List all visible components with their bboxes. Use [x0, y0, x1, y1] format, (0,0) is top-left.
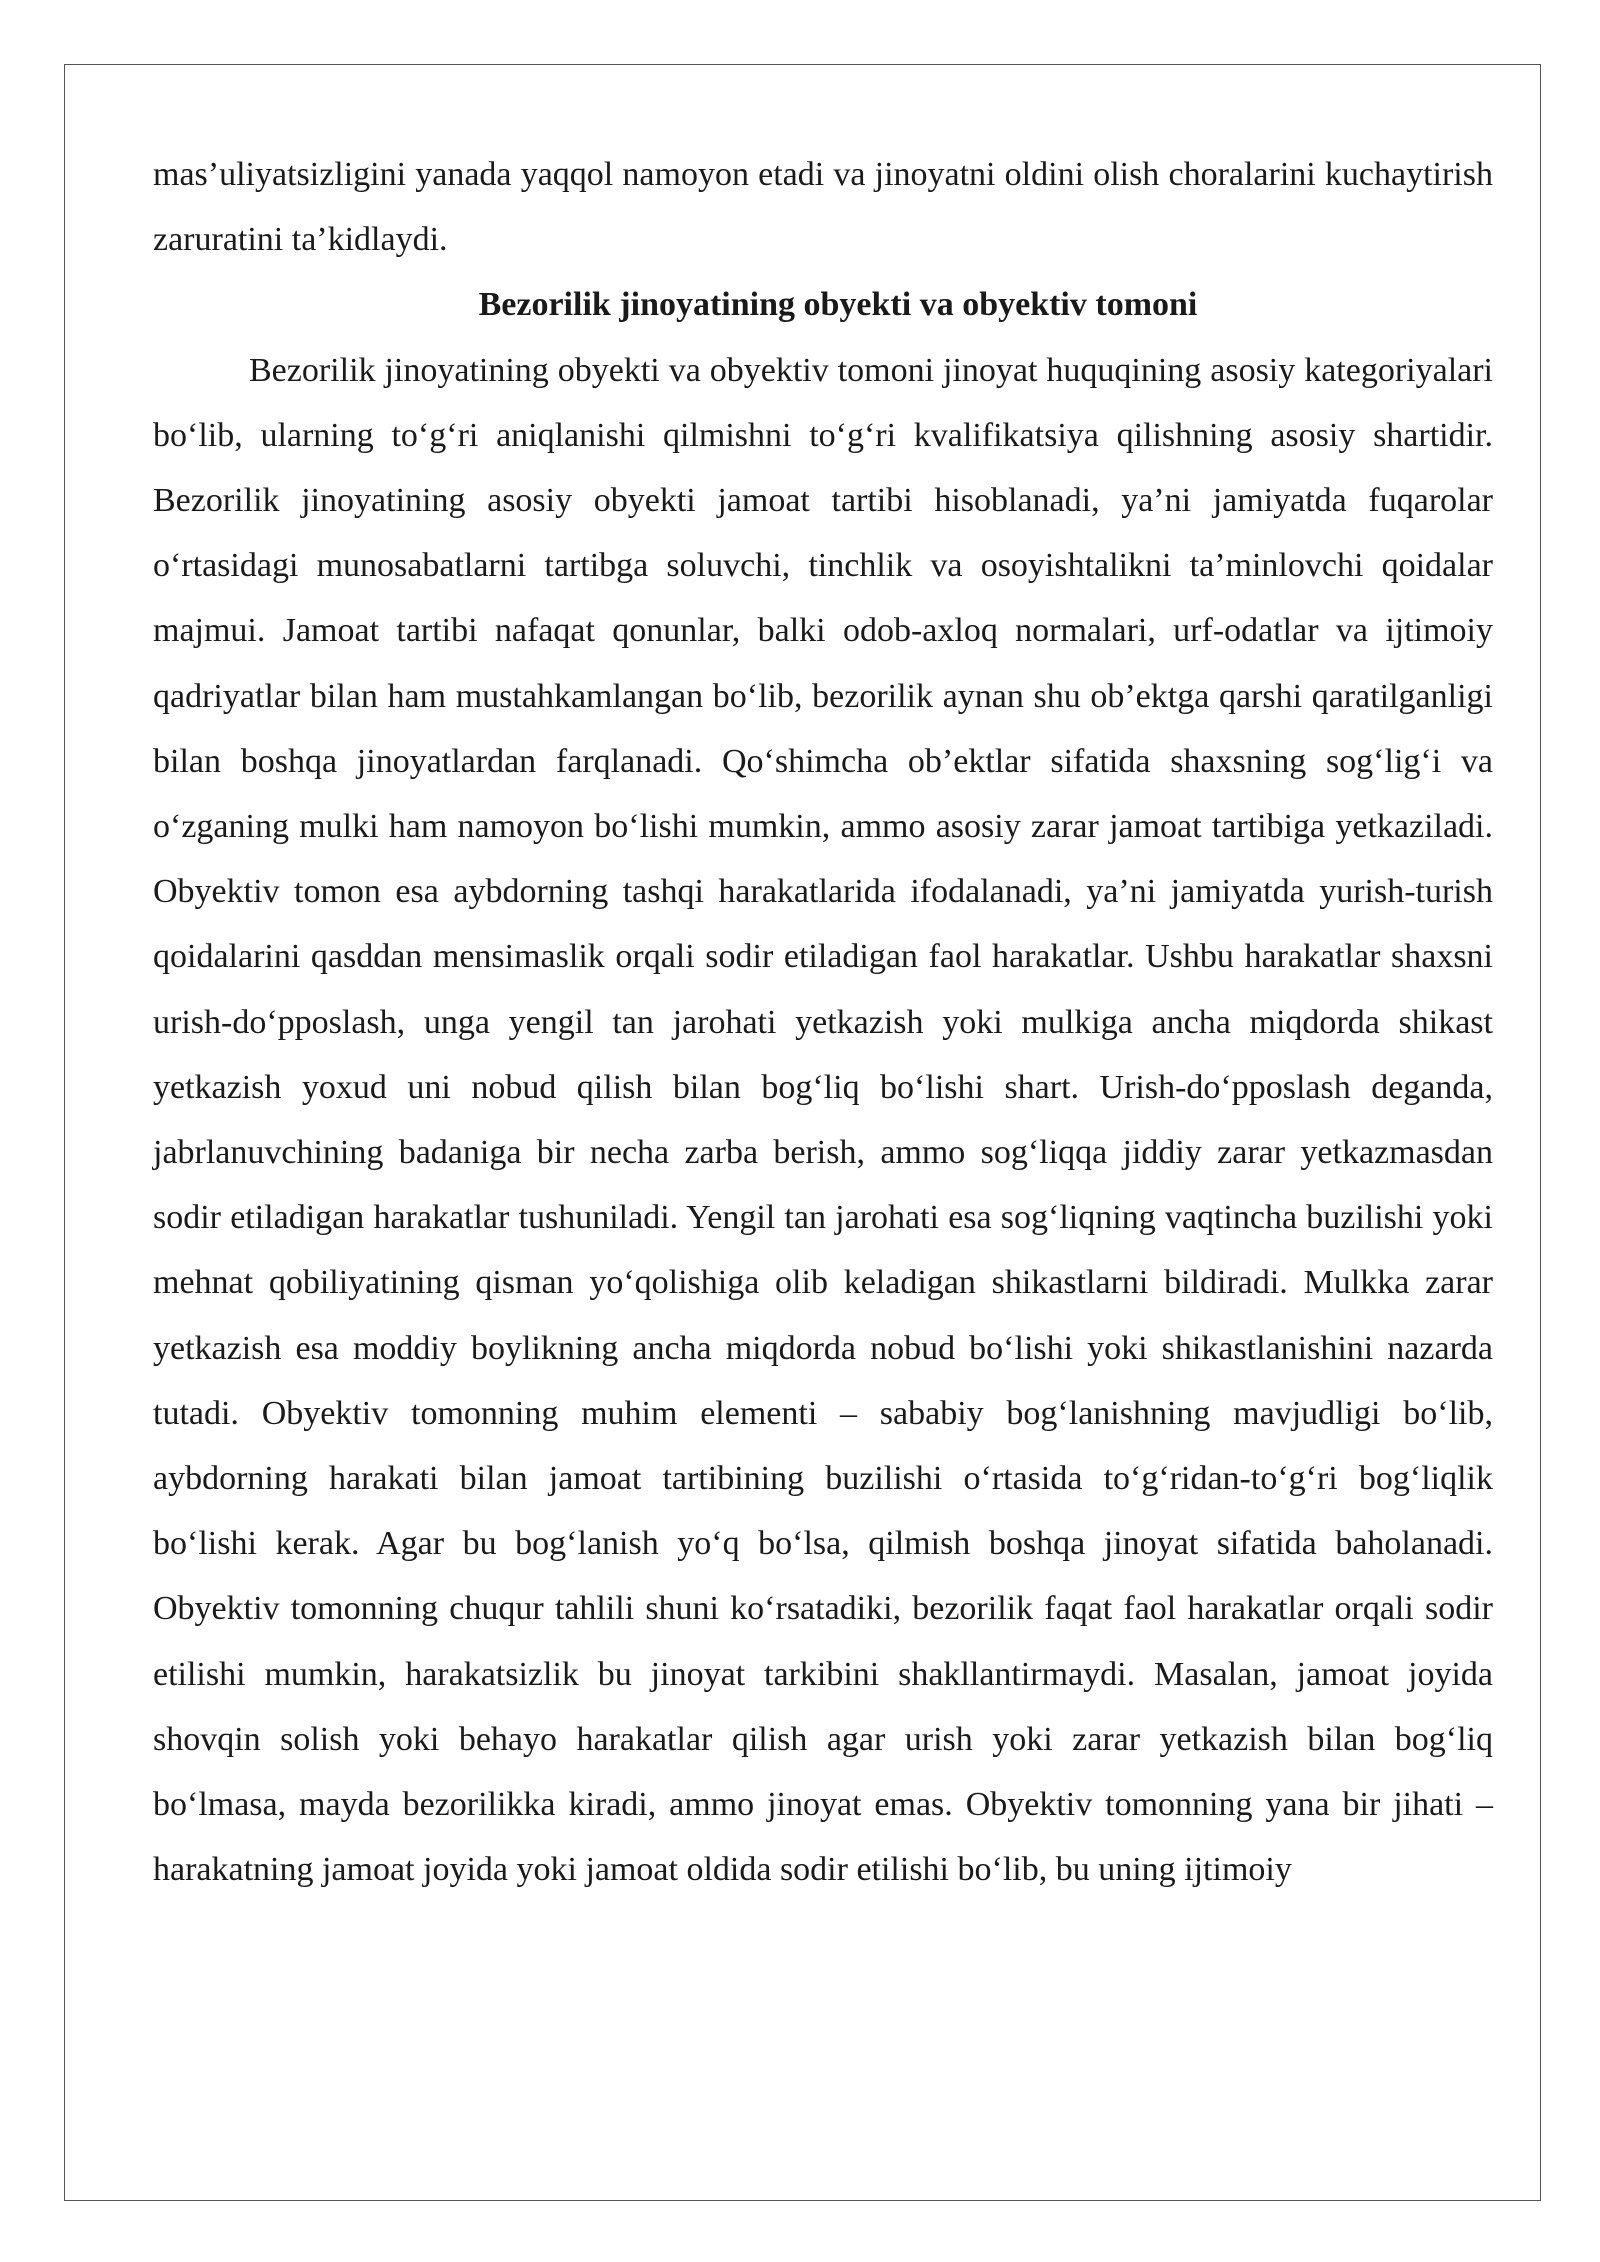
body-paragraph: Bezorilik jinoyatining obyekti va obyektiv tomoni jinoyat huquqining asosiy kategoriyalari bo‘lib, ularning to‘g‘ri aniqlanishi qilmishni to‘g‘ri kvalifikatsiya qilishning asosiy shartidir. Bezorilik jinoyatining asosiy obyekti jamoat tartibi hisoblanadi, ya’ni jamiyatda fuqarolar o‘rtasidagi munosabatlarni tartibga soluvchi, tinchlik va osoyishtalikni ta’minlovchi qoidalar majmui. Jamoat tartibi nafaqat qonunlar, balki odob-axloq normalari, urf-odatlar va ijtimoiy qadriyatlar bilan ham mustahkamlangan bo‘lib, bezorilik aynan shu ob’ektga qarshi qaratilganligi bilan boshqa jinoyatlardan farqlanadi. Qo‘shimcha ob’ektlar sifatida shaxsning sog‘lig‘i va o‘zganing mulki ham namoyon bo‘lishi mumkin, ammo asosiy zarar jamoat tartibiga yetkaziladi. Obyektiv tomon esa aybdorning tashqi harakatlarida ifodalanadi, ya’ni jamiyatda yurish-turish qoidalarini qasddan mensimaslik orqali sodir etiladigan faol harakatlar. Ushbu harakatlar shaxsni urish-do‘pposlash, unga yengil tan jarohati yetkazish yoki mulkiga ancha miqdorda shikast yetkazish yoxud uni nobud qilish bilan bog‘liq bo‘lishi shart. Urish-do‘pposlash deganda, jabrlanuvchining badaniga bir necha zarba berish, ammo sog‘liqqa jiddiy zarar yetkazmasdan sodir etiladigan harakatlar tushuniladi. Yengil tan jarohati esa sog‘liqning vaqtincha buzilishi yoki mehnat qobiliyatining qisman yo‘qolishiga olib keladigan shikastlarni bildiradi. Mulkka zarar yetkazish esa moddiy boylikning ancha miqdorda nobud bo‘lishi yoki shikastlanishini nazarda tutadi. Obyektiv tomonning muhim elementi – sababiy bog‘lanishning mavjudligi bo‘lib, aybdorning harakati bilan jamoat tartibining buzilishi o‘rtasida to‘g‘ridan-to‘g‘ri bog‘liqlik bo‘lishi kerak. Agar bu bog‘lanish yo‘q bo‘lsa, qilmish boshqa jinoyat sifatida baholanadi. Obyektiv tomonning chuqur tahlili shuni ko‘rsatadiki, bezorilik faqat faol harakatlar orqali sodir etilishi mumkin, harakatsizlik bu jinoyat tarkibini shakllantirmaydi. Masalan, jamoat joyida shovqin solish yoki behayo harakatlar qilish agar urish yoki zarar yetkazish bilan bog‘liq bo‘lmasa, mayda bezorilikka kiradi, ammo jinoyat emas. Obyektiv tomonning yana bir jihati – harakatning jamoat joyida yoki jamoat oldida sodir etilishi bo‘lib, bu uning ijtimoiy — [153, 351, 1493, 1889]
opening-paragraph: mas’uliyatsizligini yanada yaqqol namoyon etadi va jinoyatni oldini olish choralarini kuchaytirish zaruratini ta’kidlaydi. — [153, 156, 1493, 259]
document-body — [153, 142, 1493, 1902]
section-heading: Bezorilik jinoyatining obyekti va obyektiv tomoni — [478, 286, 1198, 324]
